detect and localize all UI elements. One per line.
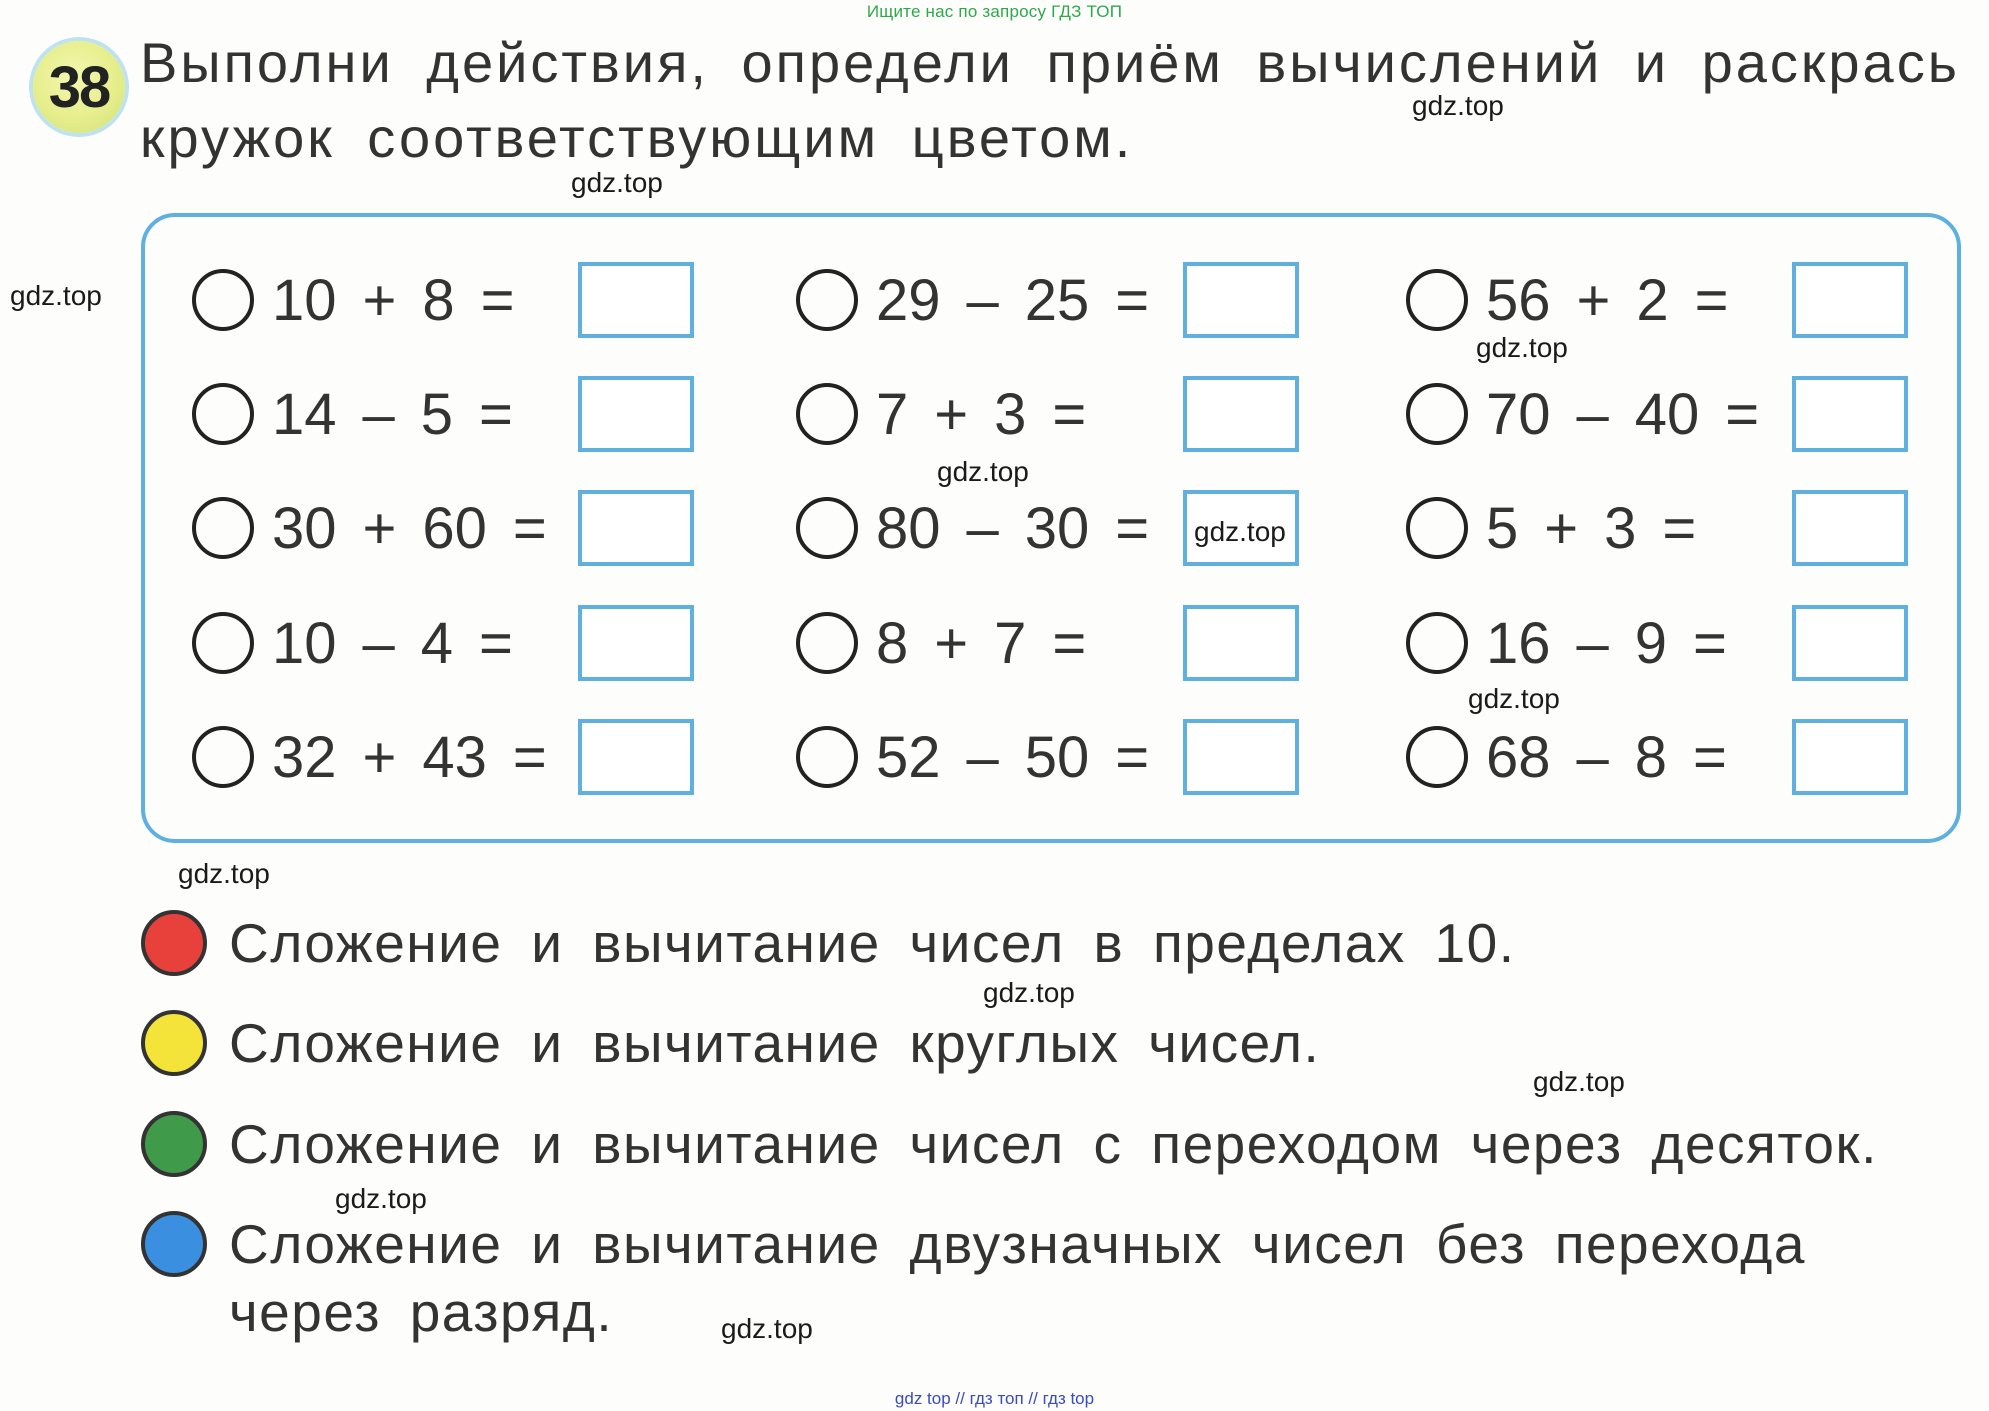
color-circle[interactable] [796,269,858,331]
answer-box[interactable] [578,490,694,566]
task-number-badge: 38 [33,41,125,133]
answer-box[interactable] [578,376,694,452]
operator: – [1576,610,1609,676]
blue-color-circle[interactable] [141,1211,207,1277]
operand-b: 9 [1634,610,1668,676]
operator: – [966,724,999,790]
legend-text-yellow: Сложение и вычитание круглых чисел. [229,1012,1321,1074]
color-circle[interactable] [192,497,254,559]
exercise-item [1406,717,1727,797]
task-title-line-1: Выполни действия, определи приём вычислений и раскрась [140,31,1960,94]
operator: – [1576,724,1609,790]
operand-a: 8 [876,610,909,676]
equals-sign: = [479,381,513,447]
exercise-expression [272,267,515,334]
operand-a: 56 [1486,267,1551,333]
answer-box[interactable] [1183,262,1299,338]
exercise-item [192,603,513,683]
exercise-item [192,717,547,797]
yellow-color-circle[interactable] [141,1010,207,1076]
operand-b: 8 [1634,724,1668,790]
exercise-item [1406,488,1696,568]
color-circle[interactable] [192,726,254,788]
exercise-expression [1486,495,1696,562]
operand-a: 68 [1486,724,1551,790]
legend-text-green: Сложение и вычитание чисел с переходом через десяток. [229,1113,1878,1175]
green-color-circle[interactable] [141,1111,207,1177]
operand-a: 52 [876,724,941,790]
answer-box[interactable] [578,719,694,795]
operand-a: 30 [272,495,337,561]
exercise-expression [1486,610,1727,677]
watermark: gdz.top [335,1183,427,1214]
legend-text-blue: Сложение и вычитание двузначных чисел без перехода [229,1213,1806,1275]
operator: + [362,495,397,561]
operator: – [966,495,999,561]
operator: + [1576,267,1611,333]
operand-a: 5 [1486,495,1519,561]
exercise-item [1406,260,1729,340]
operator: – [362,610,395,676]
color-circle[interactable] [796,497,858,559]
exercise-expression [272,495,547,562]
exercise-item [796,717,1149,797]
watermark: gdz.top [1412,90,1504,121]
exercise-expression [876,495,1149,562]
equals-sign: = [512,724,547,790]
operator: + [934,381,969,447]
watermark: gdz.top [1533,1066,1625,1097]
exercise-item [192,374,513,454]
equals-sign: = [1115,267,1150,333]
operator: + [362,267,397,333]
legend-text-blue-continued: через разряд. [229,1281,614,1343]
operand-b: 8 [422,267,455,333]
exercise-expression [1486,381,1759,448]
operator: – [362,381,395,447]
operand-a: 32 [272,724,337,790]
answer-box[interactable] [1792,605,1908,681]
color-circle[interactable] [1406,383,1468,445]
exercise-item [192,260,515,340]
exercise-item [1406,374,1759,454]
watermark: gdz.top [571,167,663,198]
exercise-expression [876,610,1086,677]
color-circle[interactable] [796,383,858,445]
operand-b: 50 [1024,724,1090,790]
equals-sign: = [480,267,515,333]
exercise-item [796,488,1149,568]
exercise-expression [272,724,547,791]
operand-b: 5 [420,381,454,447]
color-circle[interactable] [192,383,254,445]
operand-a: 7 [876,381,909,447]
answer-box[interactable] [1792,262,1908,338]
legend-text-red: Сложение и вычитание чисел в пределах 10. [229,912,1516,974]
exercise-item [796,603,1086,683]
exercise-item [1406,603,1727,683]
legend-row-green [141,1109,1878,1179]
color-circle[interactable] [796,612,858,674]
exercise-expression [1486,267,1729,334]
equals-sign: = [1693,610,1727,676]
color-circle[interactable] [192,269,254,331]
exercise-item [796,260,1149,340]
operand-b: 4 [420,610,454,676]
watermark: gdz.top [1476,332,1568,363]
answer-box[interactable] [1792,719,1908,795]
equals-sign: = [1115,495,1150,561]
equals-sign: = [1052,381,1087,447]
legend-row-blue [141,1209,1806,1279]
watermark: gdz.top [10,280,102,311]
color-circle[interactable] [796,726,858,788]
operand-a: 29 [876,267,941,333]
exercise-expression [272,381,513,448]
watermark: gdz.top [1468,683,1560,714]
answer-box[interactable] [578,605,694,681]
operator: + [1544,495,1579,561]
answer-box[interactable] [1183,376,1299,452]
operand-b: 30 [1024,495,1090,561]
equals-sign: = [1115,724,1150,790]
watermark: gdz.top [937,456,1029,487]
exercise-expression [1486,724,1727,791]
top-banner: Ищите нас по запросу ГДЗ ТОП [866,2,1123,21]
operand-b: 60 [422,495,487,561]
answer-box[interactable] [1792,490,1908,566]
operand-a: 16 [1486,610,1551,676]
color-circle[interactable] [192,612,254,674]
color-circle[interactable] [1406,612,1468,674]
red-color-circle[interactable] [141,910,207,976]
legend-row-red [141,908,1516,978]
operand-a: 10 [272,267,337,333]
color-circle[interactable] [1406,269,1468,331]
bottom-banner: gdz top // гдз топ // гдз top [894,1389,1095,1408]
task-title-line-2: кружок соответствующим цветом. [140,106,1134,169]
answer-box[interactable] [578,262,694,338]
equals-sign: = [1693,724,1727,790]
equals-sign: = [512,495,547,561]
answer-box[interactable] [1183,605,1299,681]
operand-b: 3 [994,381,1027,447]
operand-a: 14 [272,381,337,447]
color-circle[interactable] [1406,497,1468,559]
operand-a: 80 [876,495,941,561]
equals-sign: = [479,610,513,676]
exercise-item [192,488,547,568]
operand-b: 3 [1604,495,1637,561]
equals-sign: = [1662,495,1697,561]
color-circle[interactable] [1406,726,1468,788]
operator: – [1576,381,1609,447]
equals-sign: = [1694,267,1729,333]
operand-b: 43 [422,724,487,790]
operand-b: 25 [1024,267,1090,333]
watermark: gdz.top [1194,516,1286,547]
legend-row-yellow [141,1008,1320,1078]
equals-sign: = [1052,610,1087,676]
answer-box[interactable] [1792,376,1908,452]
answer-box[interactable] [1183,719,1299,795]
watermark: gdz.top [178,858,270,889]
watermark: gdz.top [721,1313,813,1344]
exercise-expression [272,610,513,677]
exercise-item [796,374,1086,454]
operator: + [362,724,397,790]
operand-a: 10 [272,610,337,676]
exercise-expression [876,381,1086,448]
watermark: gdz.top [983,977,1075,1008]
exercise-expression [876,724,1149,791]
exercise-expression [876,267,1149,334]
operator: + [934,610,969,676]
operator: – [966,267,999,333]
operand-b: 7 [994,610,1027,676]
operand-b: 40 [1634,381,1700,447]
operand-b: 2 [1636,267,1669,333]
operand-a: 70 [1486,381,1551,447]
equals-sign: = [1725,381,1760,447]
